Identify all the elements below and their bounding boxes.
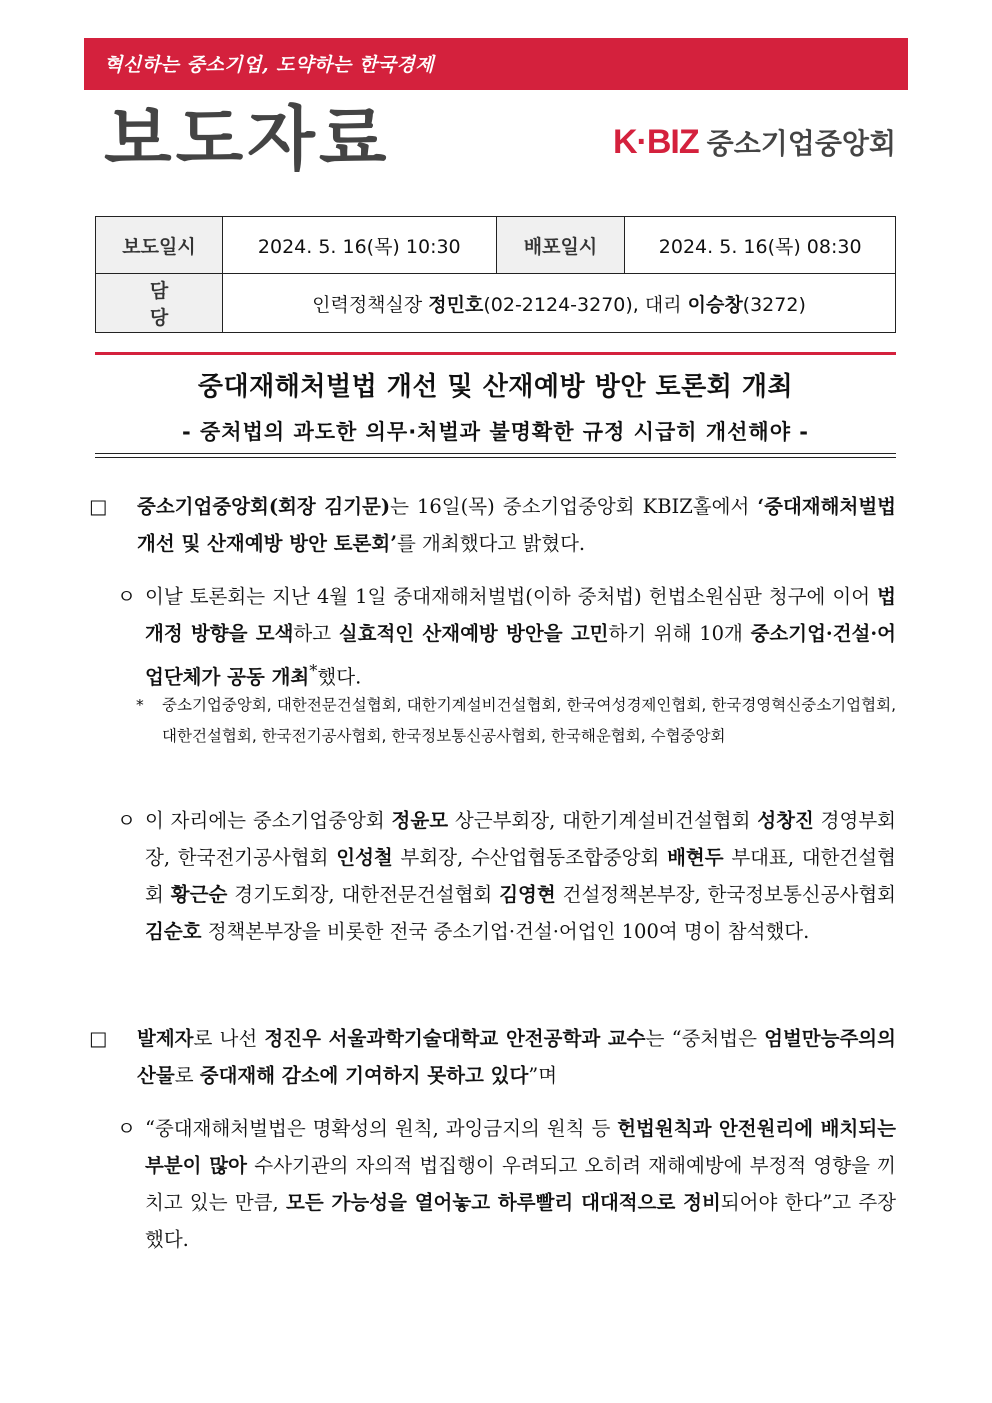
distribution-date-label: 배포일시 — [496, 217, 625, 274]
emphasis-text: ‘중대재해처벌법 개선 및 산재예방 방안 토론회’ — [137, 495, 896, 555]
release-info-table — [95, 216, 896, 333]
contact-phone-1: (02-2124-3270), 대리 — [483, 293, 688, 316]
square-bullet-icon: □ — [89, 495, 108, 518]
slogan-banner — [84, 38, 908, 90]
subheadline: - 중처법의 과도한 의무·처벌과 불명확한 규정 시급히 개선해야 - — [181, 420, 810, 444]
circle-bullet-icon: ㅇ — [117, 1117, 136, 1140]
emphasis-text: 김순호 — [145, 920, 202, 943]
square-bullet-icon: □ — [89, 1027, 108, 1050]
body-text: ”며 — [528, 1064, 558, 1087]
circle-bullet-icon: ㅇ — [117, 585, 136, 608]
emphasis-text: 모든 가능성을 열어놓고 하루빨리 대대적으로 정비 — [286, 1191, 721, 1214]
emphasis-text: 실효적인 산재예방 방안을 고민 — [338, 622, 609, 645]
body-text: 수사기관의 자의적 법집행이 우려되고 오히려 재해예방에 부정적 영향을 끼치고 있는 만큼, — [145, 1154, 897, 1214]
emphasis-text: 배현두 — [667, 846, 724, 869]
section1-bullet2 — [117, 802, 897, 950]
body-text: 상근부회장, 대한기계설비건설협회 — [448, 809, 758, 832]
body-text: 경기도회장, 대한전문건설협회 — [227, 883, 500, 906]
contact-phone-2: (3272) — [742, 293, 806, 316]
body-text: 이 자리에는 중소기업중앙회 — [145, 809, 392, 832]
contact-name-2: 이승창 — [687, 293, 743, 316]
section2-bullet1 — [117, 1110, 897, 1258]
emphasis-text: 정진우 서울과학기술대학교 안전공학과 교수 — [264, 1027, 646, 1050]
emphasis-text: 발제자 — [137, 1027, 194, 1050]
distribution-date-value: 2024. 5. 16(목) 08:30 — [625, 217, 896, 274]
emphasis-text: 성창진 — [757, 809, 814, 832]
body-text: 로 — [174, 1064, 200, 1087]
contact-dept: 인력정책실장 — [312, 293, 429, 316]
body-text: 로 나선 — [193, 1027, 265, 1050]
release-date-label: 보도일시 — [96, 217, 223, 274]
footnote-mark: * — [309, 661, 318, 680]
slogan-text: 혁신하는 중소기업, 도약하는 한국경제 — [104, 54, 435, 76]
section1-paragraph — [89, 488, 896, 562]
body-text: 를 개최했다고 밝혔다. — [397, 532, 586, 555]
headline-top-rule — [95, 352, 896, 355]
body-text: 경영부회장, 한국전기공사협회 — [145, 809, 897, 869]
headline-bottom-rule — [95, 453, 896, 458]
emphasis-text: 김영현 — [499, 883, 556, 906]
body-text: 부회장, 수산업협동조합중앙회 — [392, 846, 668, 869]
body-text: “중대재해처벌법은 명확성의 원칙, 과잉금지의 원칙 등 — [145, 1117, 618, 1140]
section1-bullet1 — [117, 578, 897, 696]
logo-mark: K·BIZ — [613, 123, 699, 161]
emphasis-text: 헌법원칙과 안전원리에 배치되는 부분이 많아 — [145, 1117, 896, 1177]
release-row — [96, 217, 896, 274]
body-text: 는 “중처법은 — [645, 1027, 765, 1050]
body-text: 하기 위해 10개 — [608, 622, 751, 645]
body-text: 이날 토론회는 지난 4월 1일 중대재해처벌법(이하 중처법) 헌법소원심판 청구에 이어 — [145, 585, 878, 608]
contact-row — [96, 274, 896, 333]
contact-value — [222, 274, 895, 333]
emphasis-text: 법 개정 방향을 모색 — [145, 585, 896, 645]
contact-label: 담당 — [96, 274, 223, 333]
body-text: 건설정책본부장, 한국정보통신공사협회 — [555, 883, 896, 906]
emphasis-text: 중대재해 감소에 기여하지 못하고 있다 — [199, 1064, 529, 1087]
contact-name-1: 정민호 — [428, 293, 484, 316]
body-text: 되어야 한다”고 주장했다. — [145, 1191, 896, 1251]
emphasis-text: 엄벌만능주의의 산물 — [137, 1027, 896, 1087]
emphasis-text: 중소기업중앙회(회장 김기문) — [137, 495, 391, 518]
document-title: 보도자료 — [104, 98, 391, 180]
section2-paragraph — [89, 1020, 896, 1094]
kbiz-logo — [613, 122, 896, 162]
logo-organization-name: 중소기업중앙회 — [706, 127, 896, 160]
emphasis-text: 황근순 — [170, 883, 228, 906]
participating-organizations-note — [136, 690, 896, 752]
release-date-value: 2024. 5. 16(목) 10:30 — [222, 217, 496, 274]
body-text: 부대표, 대한건설협회 — [145, 846, 896, 906]
emphasis-text: 정윤모 — [391, 809, 449, 832]
asterisk-icon: * — [136, 696, 144, 714]
emphasis-text: 중소기업·건설·어업단체가 공동 개최 — [145, 622, 897, 689]
body-text: 하고 — [293, 622, 339, 645]
note-text: 중소기업중앙회, 대한전문건설협회, 대한기계설비건설협회, 한국여성경제인협회, 한국경영혁신중소기업협회, 대한건설협회, 한국전기공사협회, 한국정보통신공사협회, 한국해운협회, 수협중앙회 — [162, 696, 896, 745]
headline: 중대재해처벌법 개선 및 산재예방 방안 토론회 개최 — [197, 372, 794, 402]
body-text: 했다. — [317, 665, 362, 689]
body-text: 는 16일(목) 중소기업중앙회 KBIZ홀에서 — [390, 495, 758, 518]
circle-bullet-icon: ㅇ — [117, 809, 136, 832]
body-text: 정책본부장을 비롯한 전국 중소기업·건설·어업인 100여 명이 참석했다. — [201, 920, 810, 943]
emphasis-text: 인성철 — [336, 846, 393, 869]
